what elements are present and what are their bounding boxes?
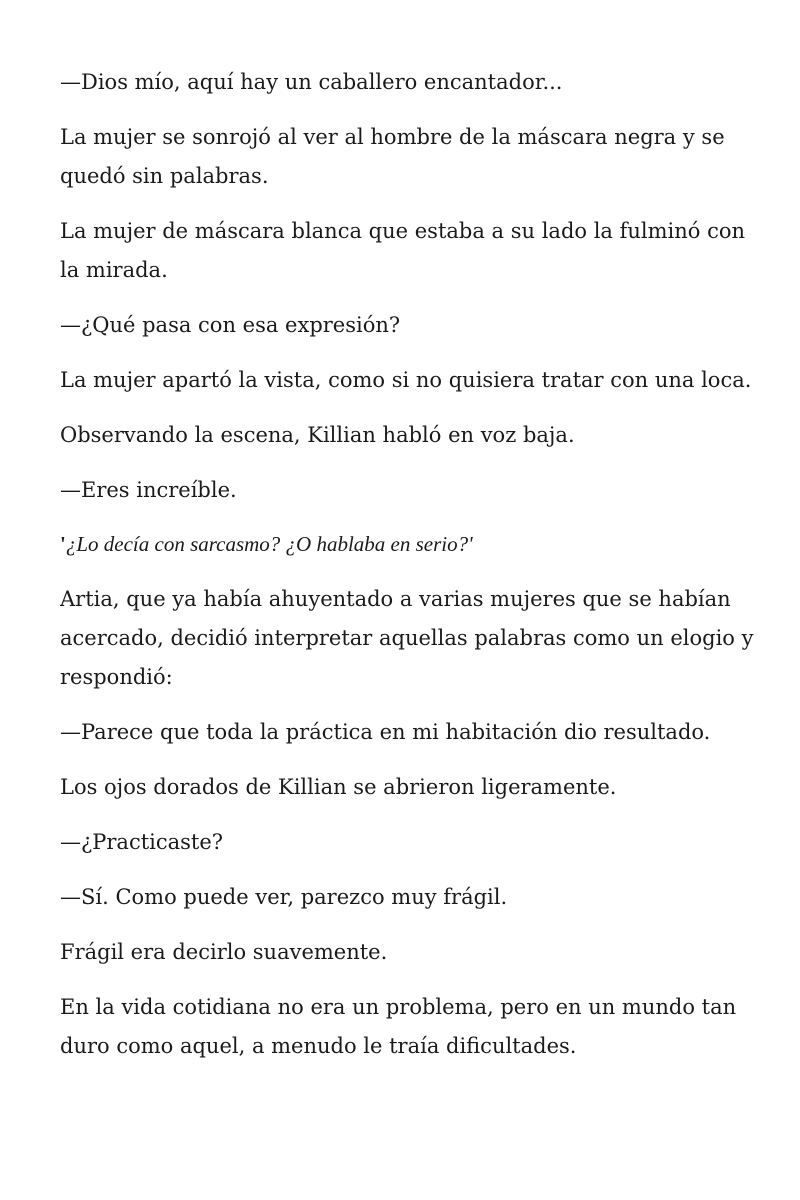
paragraph-13: Frágil era decirlo suavemente. bbox=[60, 940, 388, 964]
paragraph-12: —Sí. Como puede ver, parezco muy frágil. bbox=[60, 885, 508, 909]
page-body bbox=[60, 63, 760, 1082]
inner-thought bbox=[60, 526, 760, 562]
paragraph-11: —¿Practicaste? bbox=[60, 830, 224, 854]
paragraph-14: En la vida cotidiana no era un problema, pero en un mundo tan duro como aquel, a menudo le traía dificultades. bbox=[60, 995, 737, 1058]
thought-open-quote: ' bbox=[60, 532, 66, 556]
paragraph-7: —Eres increíble. bbox=[60, 478, 237, 502]
paragraph-6: Observando la escena, Killian habló en voz baja. bbox=[60, 423, 575, 447]
paragraph-8: Artia, que ya había ahuyentado a varias mujeres que se habían acercado, decidió interpretar aquellas palabras como un elogio y respondió: bbox=[60, 587, 754, 689]
thought-text: ¿Lo decía con sarcasmo? ¿O hablaba en serio?' bbox=[65, 532, 473, 556]
paragraph-1: —Dios mío, aquí hay un caballero encantador... bbox=[60, 70, 563, 94]
paragraph-5: La mujer apartó la vista, como si no quisiera tratar con una loca. bbox=[60, 368, 752, 392]
paragraph-2: La mujer se sonrojó al ver al hombre de la máscara negra y se quedó sin palabras. bbox=[60, 125, 725, 188]
paragraph-3: La mujer de máscara blanca que estaba a su lado la fulminó con la mirada. bbox=[60, 219, 746, 282]
paragraph-10: Los ojos dorados de Killian se abrieron ligeramente. bbox=[60, 775, 617, 799]
paragraph-9: —Parece que toda la práctica en mi habitación dio resultado. bbox=[60, 720, 711, 744]
paragraph-4: —¿Qué pasa con esa expresión? bbox=[60, 313, 401, 337]
